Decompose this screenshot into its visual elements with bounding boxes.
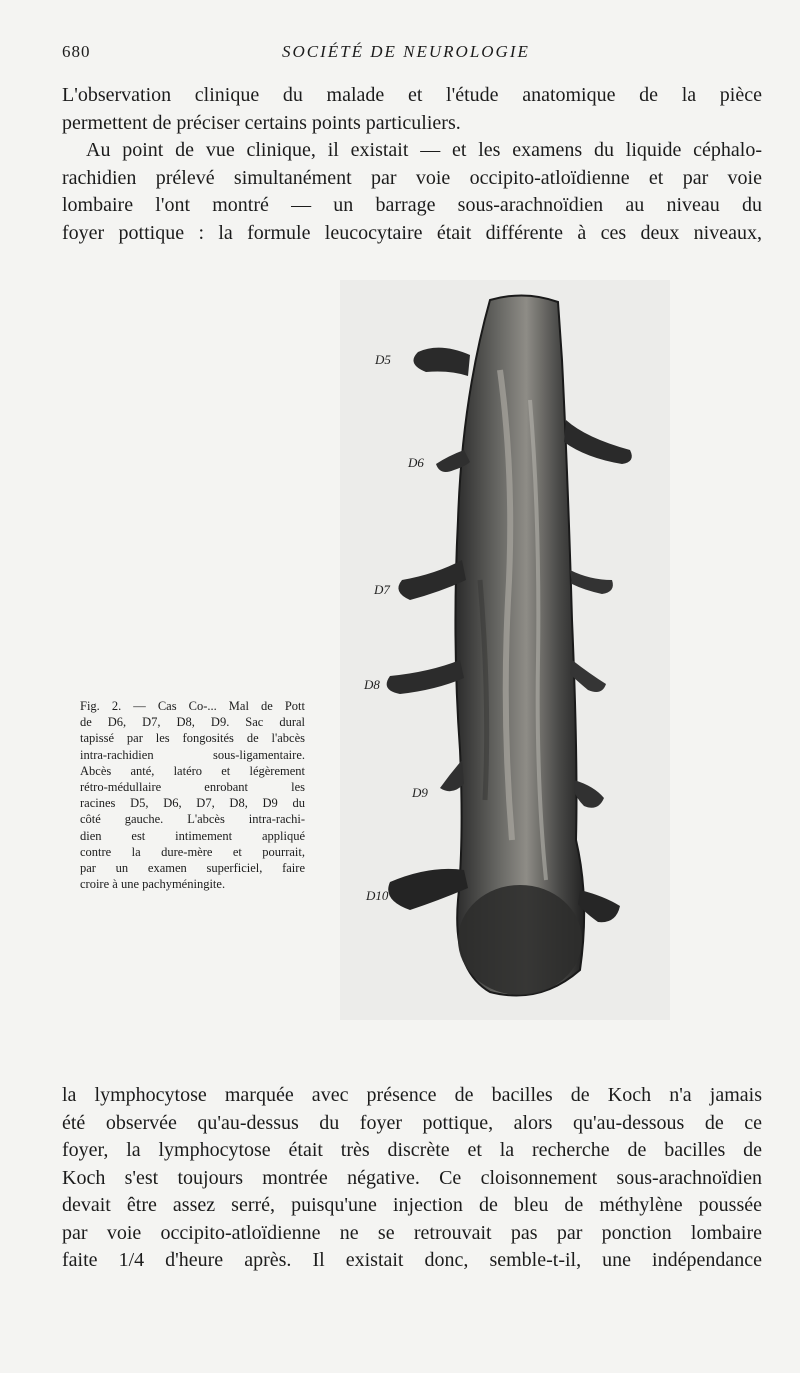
caption-line: rétro-médullaire enrobant les (80, 780, 305, 795)
running-title: SOCIÉTÉ DE NEUROLOGIE (282, 42, 530, 61)
caption-line: côté gauche. L'abcès intra-rachi- (80, 812, 305, 827)
text-line: par voie occipito-atloïdienne ne se retrouvait pas par ponction lombaire (62, 1221, 762, 1244)
caption-line: intra-rachidien sous-ligamentaire. (80, 747, 305, 762)
page-header (62, 42, 762, 66)
caption-line: Abcès anté, latéro et légèrement (80, 763, 305, 778)
text-line: devait être assez serré, puisqu'une injection de bleu de méthylène poussée (62, 1194, 762, 1216)
text-line: foyer pottique : la formule leucocytaire était différente à ces deux niveaux, (62, 221, 762, 244)
vertebra-label-d5: D5 (375, 352, 391, 367)
caption-line: de D6, D7, D8, D9. Sac dural (80, 715, 305, 730)
text-line: Koch s'est toujours montrée négative. Ce cloisonnement sous-arachnoïdien (62, 1166, 762, 1189)
text-line: lombaire l'ont montré — un barrage sous-arachnoïdien au niveau du (62, 194, 762, 216)
text-line: permettent de préciser certains points particuliers. (62, 111, 461, 134)
figure-caption (80, 698, 305, 892)
caption-line: Fig. 2. — Cas Co-... Mal de Pott (80, 699, 305, 713)
specimen-photograph (340, 280, 670, 1020)
vertebra-label-d6: D6 (408, 455, 424, 470)
text-line: faite 1/4 d'heure après. Il existait donc, semble-t-il, une indépendance (62, 1249, 762, 1271)
bottom-paragraph (62, 1082, 762, 1275)
text-line: foyer, la lymphocytose était très discrète et la recherche de bacilles de (62, 1139, 762, 1161)
text-line: été observée qu'au-dessus du foyer pottique, alors qu'au-dessous de ce (62, 1111, 762, 1134)
top-paragraph (62, 82, 762, 247)
caption-line: contre la dure-mère et pourrait, (80, 844, 305, 859)
caption-line: par un examen superficiel, faire (80, 861, 305, 876)
caption-line: racines D5, D6, D7, D8, D9 du (80, 796, 305, 811)
vertebra-label-d9: D9 (412, 785, 428, 800)
text-line: Au point de vue clinique, il existait — et les examens du liquide céphalo- (86, 139, 762, 161)
text-line: rachidien prélevé simultanément par voie occipito-atloïdienne et par voie (62, 166, 762, 189)
vertebra-label-d8: D8 (364, 677, 380, 692)
text-line: L'observation clinique du malade et l'étude anatomique de la pièce (62, 84, 762, 106)
spinal-specimen-image (340, 280, 670, 1020)
page-number: 680 (62, 42, 91, 61)
vertebra-label-d7: D7 (374, 582, 390, 597)
vertebra-label-d10: D10 (366, 888, 389, 903)
caption-line: dien est intimement appliqué (80, 828, 305, 843)
text-line: la lymphocytose marquée avec présence de bacilles de Koch n'a jamais (62, 1084, 762, 1106)
caption-line: croire à une pachyméningite. (80, 877, 226, 892)
caption-line: tapissé par les fongosités de l'abcès (80, 731, 305, 746)
